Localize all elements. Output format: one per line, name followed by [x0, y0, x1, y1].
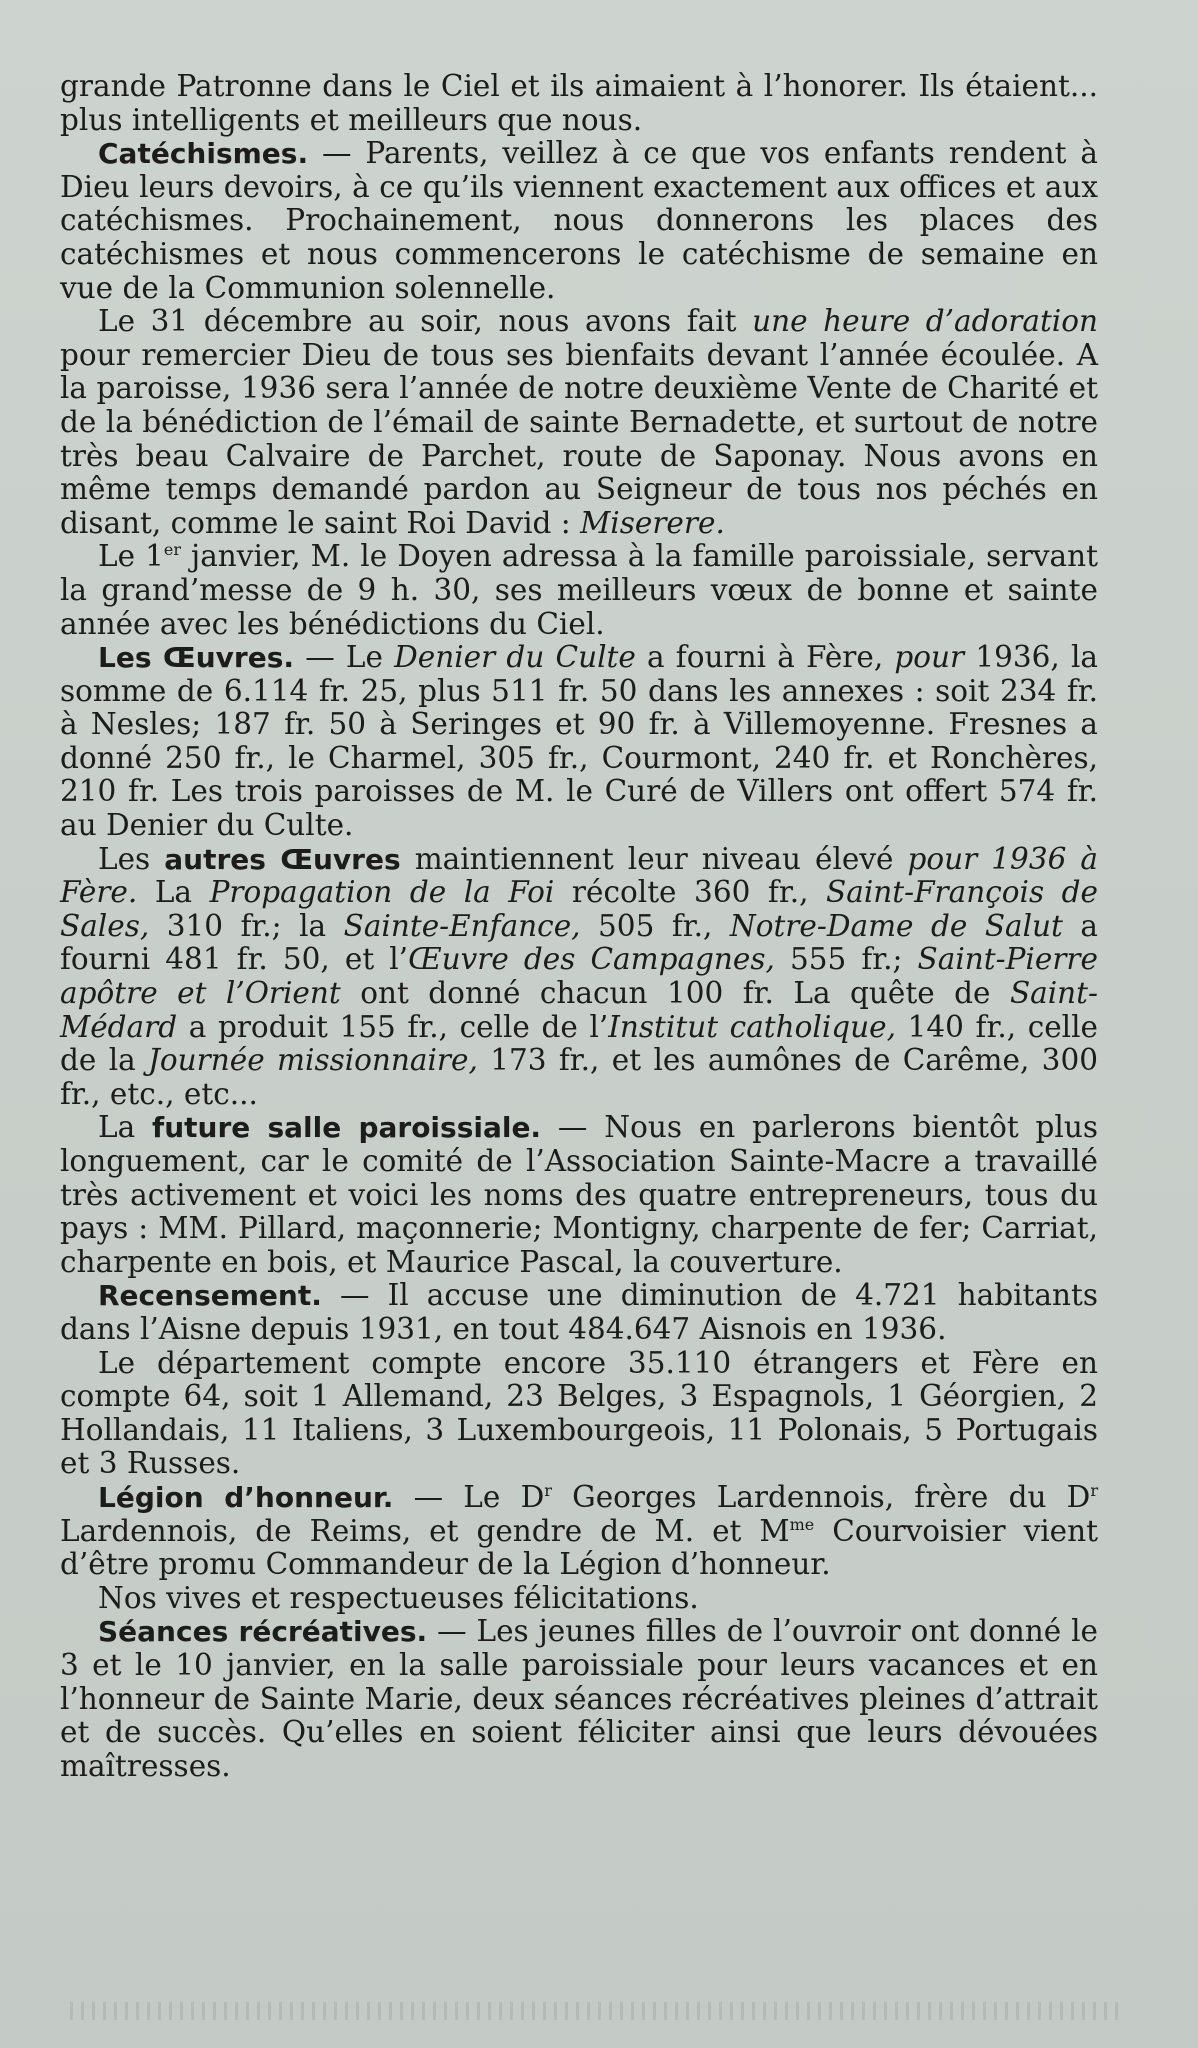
text-run: La: [98, 1110, 153, 1145]
text-run: 310 fr.; la: [149, 908, 344, 943]
text-run: — Il accuse une diminution de 4.721 habitants dans l’Aisne depuis 1931, en tout 484.647 Aisnois en 1936.: [60, 1278, 1098, 1346]
paragraph: [60, 305, 1098, 540]
italic-text: Journée missionnaire,: [148, 1043, 478, 1078]
bleed-through-noise: [70, 2002, 1118, 2020]
text-run: — Parents, veillez à ce que vos enfants rendent à Dieu leurs devoirs, à ce qu’ils viennent exactement aux offices et aux catéchismes. Prochainement, nous donnerons les places des catéchismes et nous commencerons le catéchisme de semaine en vue de la Communion solennelle.: [60, 136, 1098, 305]
section-heading: Les Œuvres.: [98, 641, 295, 675]
text-run: Lardennois, de Reims, et gendre de M. et M: [60, 1513, 790, 1548]
italic-text: Denier du Culte: [394, 640, 636, 675]
italic-text: Notre-Dame de Salut: [729, 908, 1063, 943]
italic-text: Miserere.: [580, 505, 725, 540]
italic-text: une heure d’adoration: [752, 304, 1098, 339]
text-run: a produit 155 fr., celle de l’: [177, 1009, 609, 1044]
text-run: pour remercier Dieu de tous ses bienfaits devant l’année écoulée. A la paroisse, 1936 sera l’année de notre deuxième Vente de Charité et de la bénédiction de l’émail de sainte Bernadette, et surtout de notre très beau Calvaire de Parchet, route de Saponay. Nous avons en même temps demandé pardon au Seigneur de tous nos péchés en disant, comme le saint Roi David :: [60, 337, 1098, 540]
paragraph: [60, 1582, 1098, 1616]
text-run: ont donné chacun 100 fr. La quête de: [340, 976, 1010, 1011]
text-run: — Nous en parlerons bientôt plus longuement, car le comité de l’Association Sainte-Macre a travaillé très activement et voici les noms des quatre entrepreneurs, tous du pays : MM. Pillard, maçonnerie; Montigny, charpente de fer; Carriat, charpente en bois, et Maurice Pascal, la couverture.: [60, 1110, 1098, 1279]
superscript: r: [1090, 1481, 1098, 1501]
text-run: — Le D: [393, 1479, 545, 1514]
italic-text: Saint-Pierre apôtre et l’Orient: [60, 942, 1098, 1011]
paragraph: [60, 641, 1098, 843]
paragraph: [60, 1279, 1098, 1346]
italic-text: pour: [894, 640, 965, 675]
section-heading: future salle paroissiale.: [152, 1111, 542, 1145]
section-heading: Catéchismes.: [98, 137, 309, 171]
italic-text: Propagation de la Foi: [209, 875, 555, 910]
paragraph: [60, 1347, 1098, 1481]
italic-text: Saint-Médard: [60, 976, 1098, 1044]
superscript: me: [789, 1514, 815, 1534]
text-run: récolte 360 fr.,: [554, 875, 827, 910]
text-run: 173 fr., et les aumônes de Carême, 300 fr., etc., etc...: [60, 1043, 1098, 1111]
text-run: — Le: [294, 640, 395, 675]
text-run: 1936, la somme de 6.114 fr. 25, plus 511 fr. 50 dans les annexes : soit 234 fr. à Nesles; 187 fr. 50 à Seringes et 90 fr. à Villemoyenne. Fresnes a donné 250 fr., le Charmel, 305 fr., Courmont, 240 fr. et Ronchères, 210 fr. Les trois paroisses de M. le Curé de Villers ont offert 574 fr. au Denier du Culte.: [60, 640, 1099, 843]
text-run: Nos vives et respectueuses félicitations.: [98, 1580, 699, 1615]
section-heading: Légion d’honneur.: [98, 1480, 394, 1514]
paragraph: [60, 1481, 1098, 1582]
text-run: 555 fr.;: [774, 942, 918, 977]
text-run: Courvoisier vient d’être promu Commandeur de la Légion d’honneur.: [60, 1513, 1098, 1582]
text-run: Georges Lardennois, frère du D: [551, 1479, 1091, 1514]
text-run: Les: [98, 841, 165, 876]
italic-text: pour 1936 à Fère.: [60, 841, 1098, 910]
text-run: a fourni à Fère,: [635, 640, 895, 675]
text-run: 505 fr.,: [580, 908, 730, 943]
text-run: Le 1: [98, 539, 164, 574]
paragraph: [60, 540, 1098, 641]
italic-text: Saint-François de Sales,: [60, 875, 1098, 943]
text-run: Le 31 décembre au soir, nous avons fait: [98, 304, 753, 339]
paragraph: [60, 70, 1098, 137]
section-heading: autres Œuvres: [164, 842, 401, 876]
section-heading: Séances récréatives.: [98, 1615, 428, 1649]
text-run: 140 fr., celle de la: [60, 1009, 1099, 1078]
text-run: — Les jeunes filles de l’ouvroir ont donné le 3 et le 10 janvier, en la salle paroissiale pour leurs vacances et en l’honneur de Sainte Marie, deux séances récréatives pleines d’attrait et de succès. Qu’elles en soient féliciter ainsi que leurs dévouées maîtresses.: [60, 1614, 1099, 1783]
superscript: r: [544, 1481, 552, 1501]
italic-text: Sainte-Enfance,: [343, 908, 581, 943]
document-text: [60, 70, 1098, 1783]
paragraph: [60, 843, 1098, 1112]
text-run: a fourni 481 fr. 50, et l’: [60, 908, 1099, 977]
section-heading: Recensement.: [98, 1279, 322, 1313]
italic-text: Œuvre des Campagnes,: [408, 942, 775, 977]
superscript: er: [163, 540, 181, 560]
text-run: Le département compte encore 35.110 étrangers et Fère en compte 64, soit 1 Allemand, 23 Belges, 3 Espagnols, 1 Géorgien, 2 Hollandais, 11 Italiens, 3 Luxembourgeois, 11 Polonais, 5 Portugais et 3 Russes.: [60, 1345, 1098, 1481]
paragraph: [60, 137, 1098, 305]
paragraph: [60, 1111, 1098, 1279]
text-run: grande Patronne dans le Ciel et ils aimaient à l’honorer. Ils étaient... plus intelligents et meilleurs que nous.: [60, 69, 1098, 137]
paragraph: [60, 1615, 1098, 1783]
italic-text: Institut catholique,: [608, 1009, 896, 1044]
text-run: janvier, M. le Doyen adressa à la famille paroissiale, servant la grand’messe de 9 h. 30, ses meilleurs vœux de bonne et sainte année avec les bénédictions du Ciel.: [60, 539, 1098, 641]
text-run: La: [137, 875, 210, 910]
text-run: maintiennent leur niveau élevé: [400, 841, 908, 876]
